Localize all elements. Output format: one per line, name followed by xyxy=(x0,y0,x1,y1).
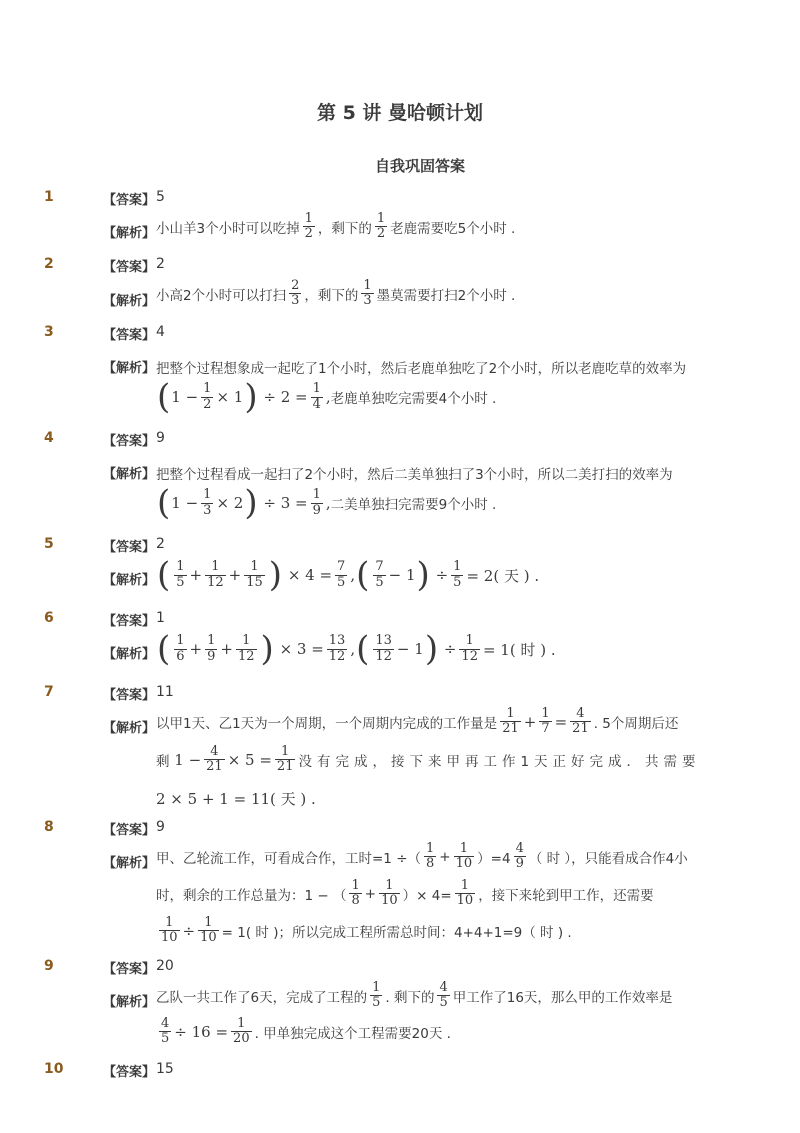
answer-label: 【答案】 xyxy=(103,962,156,977)
answer-value: 2 xyxy=(156,256,165,272)
analysis-label: 【解析】 xyxy=(103,361,156,376)
analysis-label: 【解析】 xyxy=(103,995,156,1010)
answer-label: 【答案】 xyxy=(103,260,156,275)
answer-label: 【答案】 xyxy=(103,688,156,703)
analysis-text: $\frac{1}{10}$ ÷ $\frac{1}{10}$ = 1( 时 )；所以完成工程所需总时间：4+4+1=9（ 时 ) . xyxy=(161,915,572,946)
analysis-label: 【解析】 xyxy=(103,721,156,736)
answer-label: 【答案】 xyxy=(103,1065,156,1080)
answer-value: 20 xyxy=(156,958,174,974)
analysis-text: 小山羊3个小时可以吃掉 $\frac{1}{2}$ ，剩下的 $\frac{1}{2}$ 老鹿需要吃5个小时 . xyxy=(156,211,516,242)
analysis-text: 剩 1 − $\frac{4}{21}$ × 5 = $\frac{1}{21}$ 没有完成，接下来甲再工作1天正好完成．共需要 xyxy=(156,744,701,775)
analysis-label: 【解析】 xyxy=(103,294,156,309)
analysis-text: 把整个过程想象成一起吃了1个小时，然后老鹿单独吃了2个小时，所以老鹿吃草的效率为 xyxy=(156,361,687,377)
item-number: 5 xyxy=(44,536,54,552)
item-number: 4 xyxy=(44,430,54,446)
item-number: 6 xyxy=(44,610,54,626)
answer-label: 【答案】 xyxy=(103,193,156,208)
analysis-formula: ( $\frac{1}{5}$ + $\frac{1}{12}$ + $\frac{1}{15}$ ) × 4 = $\frac{7}{5}$ , ( $\frac{7}{5}$ − 1 ) ÷ $\frac{1}{5}$ = 2( 天 ) . xyxy=(157,555,540,595)
answer-value: 1 xyxy=(156,610,165,626)
analysis-formula: ( $\frac{1}{6}$ + $\frac{1}{9}$ + $\frac{1}{12}$ ) × 3 = $\frac{13}{12}$ , ( $\frac{13}{12}$ − 1 ) ÷ $\frac{1}{12}$ = 1( 时 ) . xyxy=(157,629,556,669)
analysis-label: 【解析】 xyxy=(103,573,156,588)
analysis-label: 【解析】 xyxy=(103,226,156,241)
analysis-text: $\frac{4}{5}$ ÷ 16 = $\frac{1}{20}$ . 甲单独完成这个工程需要20天 . xyxy=(161,1016,451,1047)
answer-label: 【答案】 xyxy=(103,614,156,629)
answer-value: 2 xyxy=(156,536,165,552)
item-number: 8 xyxy=(44,819,54,835)
answer-value: 4 xyxy=(156,324,165,340)
page-subtitle: 自我巩固答案 xyxy=(374,157,465,175)
answer-value: 9 xyxy=(156,819,165,835)
page-title: 第 5 讲 曼哈顿计划 xyxy=(316,102,484,124)
analysis-text: 时，剩余的工作总量为：1 − （ $\frac{1}{8}$ + $\frac{1}{10}$ ）× 4= $\frac{1}{10}$ ，接下来轮到甲工作，还需要 xyxy=(156,878,654,909)
item-number: 7 xyxy=(44,684,54,700)
item-number: 10 xyxy=(44,1061,64,1077)
analysis-label: 【解析】 xyxy=(103,647,156,662)
analysis-text: 甲、乙轮流工作，可看成合作，工时=1 ÷（ $\frac{1}{8}$ + $\frac{1}{10}$ ）=4 $\frac{4}{9}$ （ 时 ），只能看成合作4小 xyxy=(156,841,688,872)
analysis-text: 小高2个小时可以打扫 $\frac{2}{3}$ ，剩下的 $\frac{1}{3}$ 墨莫需要打扫2个小时 . xyxy=(156,278,516,309)
answer-value: 5 xyxy=(156,189,165,205)
item-number: 3 xyxy=(44,324,54,340)
answer-label: 【答案】 xyxy=(103,328,156,343)
answer-value: 9 xyxy=(156,430,165,446)
answer-label: 【答案】 xyxy=(103,823,156,838)
analysis-label: 【解析】 xyxy=(103,467,156,482)
answer-value: 11 xyxy=(156,684,174,700)
item-number: 2 xyxy=(44,256,54,272)
answer-value: 15 xyxy=(156,1061,174,1077)
analysis-formula: ( 1 − $\frac{1}{2}$ × 1 ) ÷ 2 = $\frac{1}{4}$ , 老鹿单独吃完需要4个小时 . xyxy=(157,377,497,417)
analysis-text: 把整个过程看成一起扫了2个小时，然后二美单独扫了3个小时，所以二美打扫的效率为 xyxy=(156,467,673,483)
analysis-text: 2 × 5 + 1 = 11( 天 ) . xyxy=(156,790,316,808)
answer-label: 【答案】 xyxy=(103,540,156,555)
item-number: 1 xyxy=(44,189,54,205)
answer-label: 【答案】 xyxy=(103,434,156,449)
analysis-formula: ( 1 − $\frac{1}{3}$ × 2 ) ÷ 3 = $\frac{1}{9}$ , 二美单独扫完需要9个小时 . xyxy=(157,483,497,523)
item-number: 9 xyxy=(44,958,54,974)
analysis-label: 【解析】 xyxy=(103,856,156,871)
analysis-text: 乙队一共工作了6天，完成了工程的 $\frac{1}{5}$ . 剩下的 $\frac{4}{5}$ 甲工作了16天，那么甲的工作效率是 xyxy=(156,980,673,1011)
analysis-text: 以甲1天、乙1天为一个周期，一个周期内完成的工作量是 $\frac{1}{21}$ + $\frac{1}{7}$ = $\frac{4}{21}$ . 5个周期后还 xyxy=(156,706,679,737)
